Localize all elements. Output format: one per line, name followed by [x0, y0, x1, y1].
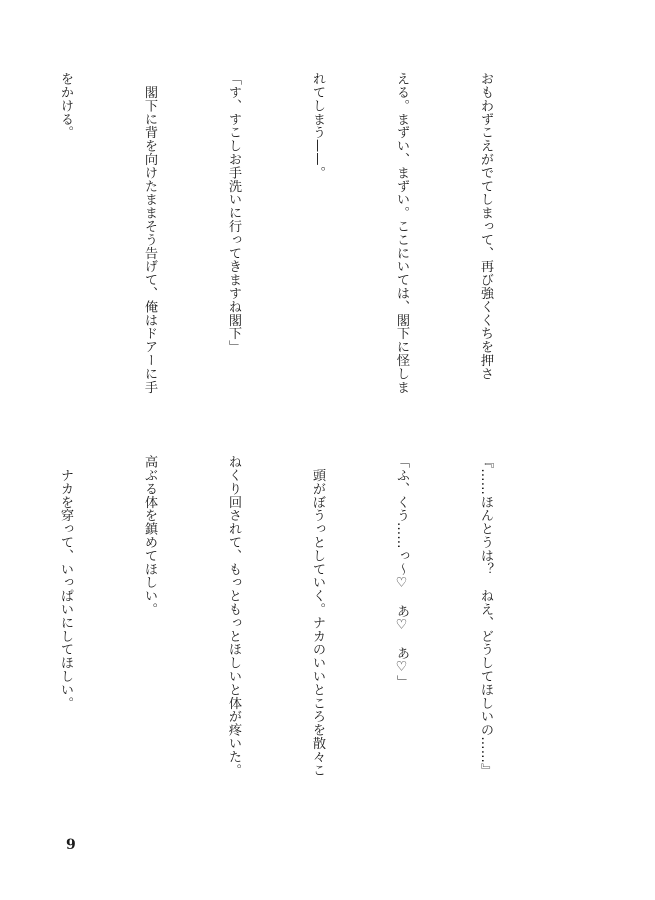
text-block-upper — [58, 72, 555, 432]
text-line: 「す、すこしお手洗いに行ってきますね閣下」 — [226, 72, 241, 354]
text-line: 高ぶる体を鎮めてほしい。 — [142, 455, 157, 616]
text-line: れてしまう——。 — [310, 72, 325, 180]
text-line: をかける。 — [58, 72, 73, 139]
text-line: 頭がぼうっとしていく。ナカのいいところを散々こ — [310, 455, 325, 777]
text-line: 閣下に背を向けたままそう告げて、俺はドアーに手 — [142, 72, 157, 394]
text-line: ねくり回されて、もっともっとほしいと体が疼いた。 — [226, 455, 241, 777]
text-line: ナカを穿って、いっぱいにしてほしい。 — [58, 455, 73, 710]
text-line: おもわずこえがでてしまって、再び強くくちを押さ — [478, 72, 493, 381]
text-line: 『……ほんとうは？ ねえ、どうしてほしいの……』 — [478, 455, 493, 777]
page-number: 9 — [66, 837, 76, 853]
text-line: える。まずい、まずい。ここにいては、閣下に怪しま — [394, 72, 409, 394]
text-block-lower — [58, 455, 555, 819]
text-line: 「ふ、くう……っ〜♡ あ♡ あ♡」 — [394, 455, 409, 689]
